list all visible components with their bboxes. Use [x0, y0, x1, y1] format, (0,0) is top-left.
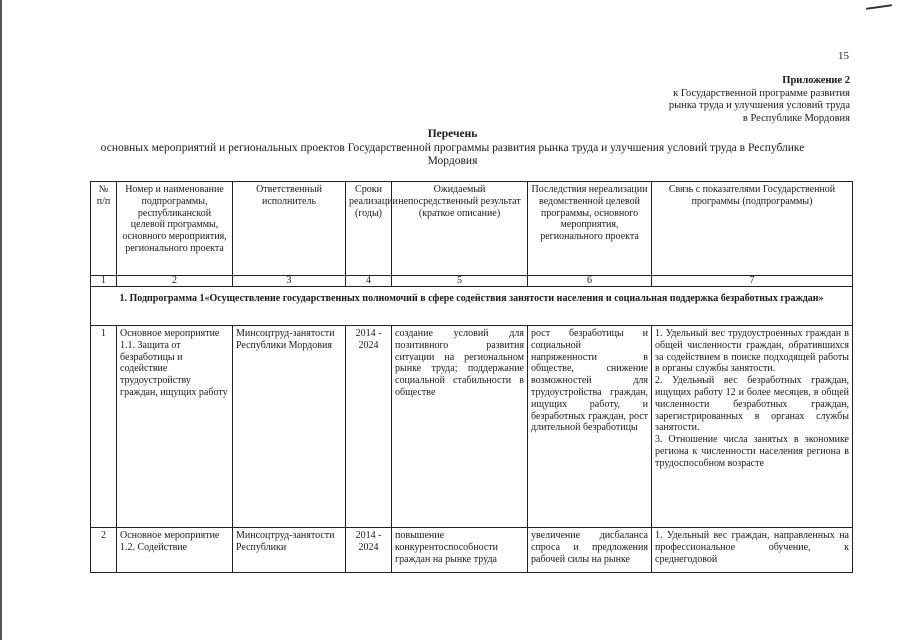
row-indicators [652, 528, 853, 573]
column-number: 4 [346, 276, 392, 287]
row-number: 1 [91, 326, 117, 528]
indicator-item: 2. Удельный вес безработных граждан, ищущих работу 12 и более месяцев, в общей численности безработных граждан, зарегистрированных в органах службы занятости. [655, 375, 849, 434]
column-number: 1 [91, 276, 117, 287]
section-row [91, 287, 853, 326]
indicator-item: 3. Отношение числа занятых в экономике региона к численности населения региона в трудоспособном возрасте [655, 434, 849, 469]
table-row [91, 528, 853, 573]
row-result: создание условий для позитивного развития ситуации на региональном рынке труда; поддержание социальной стабильности в обществе [392, 326, 528, 528]
row-executor: Минсоцтруд-занятости Республики [233, 528, 346, 573]
row-period: 2014 - 2024 [346, 326, 392, 528]
row-consequences: увеличение дисбаланса спроса и предложения рабочей силы на рынке [528, 528, 652, 573]
scan-corner-mark [866, 4, 892, 10]
appendix-title: Приложение 2 [782, 75, 850, 86]
appendix-line-2: рынка труда и улучшения условий труда [668, 100, 850, 111]
page-number: 15 [838, 50, 849, 62]
header-cell: Ожидаемый непосредственный результат (краткое описание) [392, 182, 528, 276]
indicator-item: 1. Удельный вес граждан, направленных на профессиональное обучение, к среднегодовой [655, 530, 849, 565]
activities-table [90, 181, 853, 573]
header-cell: Сроки реализации (годы) [346, 182, 392, 276]
section-title: 1. Подпрограмма 1«Осуществление государственных полномочий в сфере содействия занятости населения и социальная поддержка безработных граждан» [91, 287, 853, 326]
table-row [91, 326, 853, 528]
column-number: 7 [652, 276, 853, 287]
row-executor: Минсоцтруд-занятости Республики Мордовия [233, 326, 346, 528]
column-number: 6 [528, 276, 652, 287]
row-period: 2014 - 2024 [346, 528, 392, 573]
appendix-block [600, 75, 850, 125]
header-cell: Последствия нереализации ведомственной целевой программы, основного мероприятия, регионального проекта [528, 182, 652, 276]
header-cell: Номер и наименование подпрограммы, республиканской целевой программы, основного мероприятия, регионального проекта [117, 182, 233, 276]
header-cell: № п/п [91, 182, 117, 276]
scan-edge-line [0, 0, 2, 640]
indicator-item: 1. Удельный вес трудоустроенных граждан в общей численности граждан, обратившихся за содействием в поиске подходящей работы в органы службы занятости. [655, 328, 849, 375]
table-header-row [91, 182, 853, 276]
row-name: Основное мероприятие 1.2. Содействие [117, 528, 233, 573]
header-cell: Связь с показателями Государственной программы (подпрограммы) [652, 182, 853, 276]
document-heading [90, 128, 815, 169]
row-indicators [652, 326, 853, 528]
appendix-line-3: в Республике Мордовия [742, 112, 850, 124]
header-cell: Ответственный исполнитель [233, 182, 346, 276]
column-number-row [91, 276, 853, 287]
appendix-line-1: к Государственной программе развития [673, 87, 850, 99]
column-number: 5 [392, 276, 528, 287]
row-name: Основное мероприятие 1.1. Защита от безработицы и содействие трудоустройству граждан, ищущих работу [117, 326, 233, 528]
column-number: 3 [233, 276, 346, 287]
column-number: 2 [117, 276, 233, 287]
row-number: 2 [91, 528, 117, 573]
row-consequences: рост безработицы и социальной напряженности в обществе, снижение возможностей для трудоустройства граждан, ищущих работу, и безработных граждан, рост длительной безработицы [528, 326, 652, 528]
heading-subtitle: основных мероприятий и региональных проектов Государственной программы развития рынка труда и улучшения условий труда в Республике Мордовия [100, 141, 805, 167]
row-result: повышение конкурентоспособности граждан на рынке труда [392, 528, 528, 573]
heading-title: Перечень [427, 128, 478, 140]
